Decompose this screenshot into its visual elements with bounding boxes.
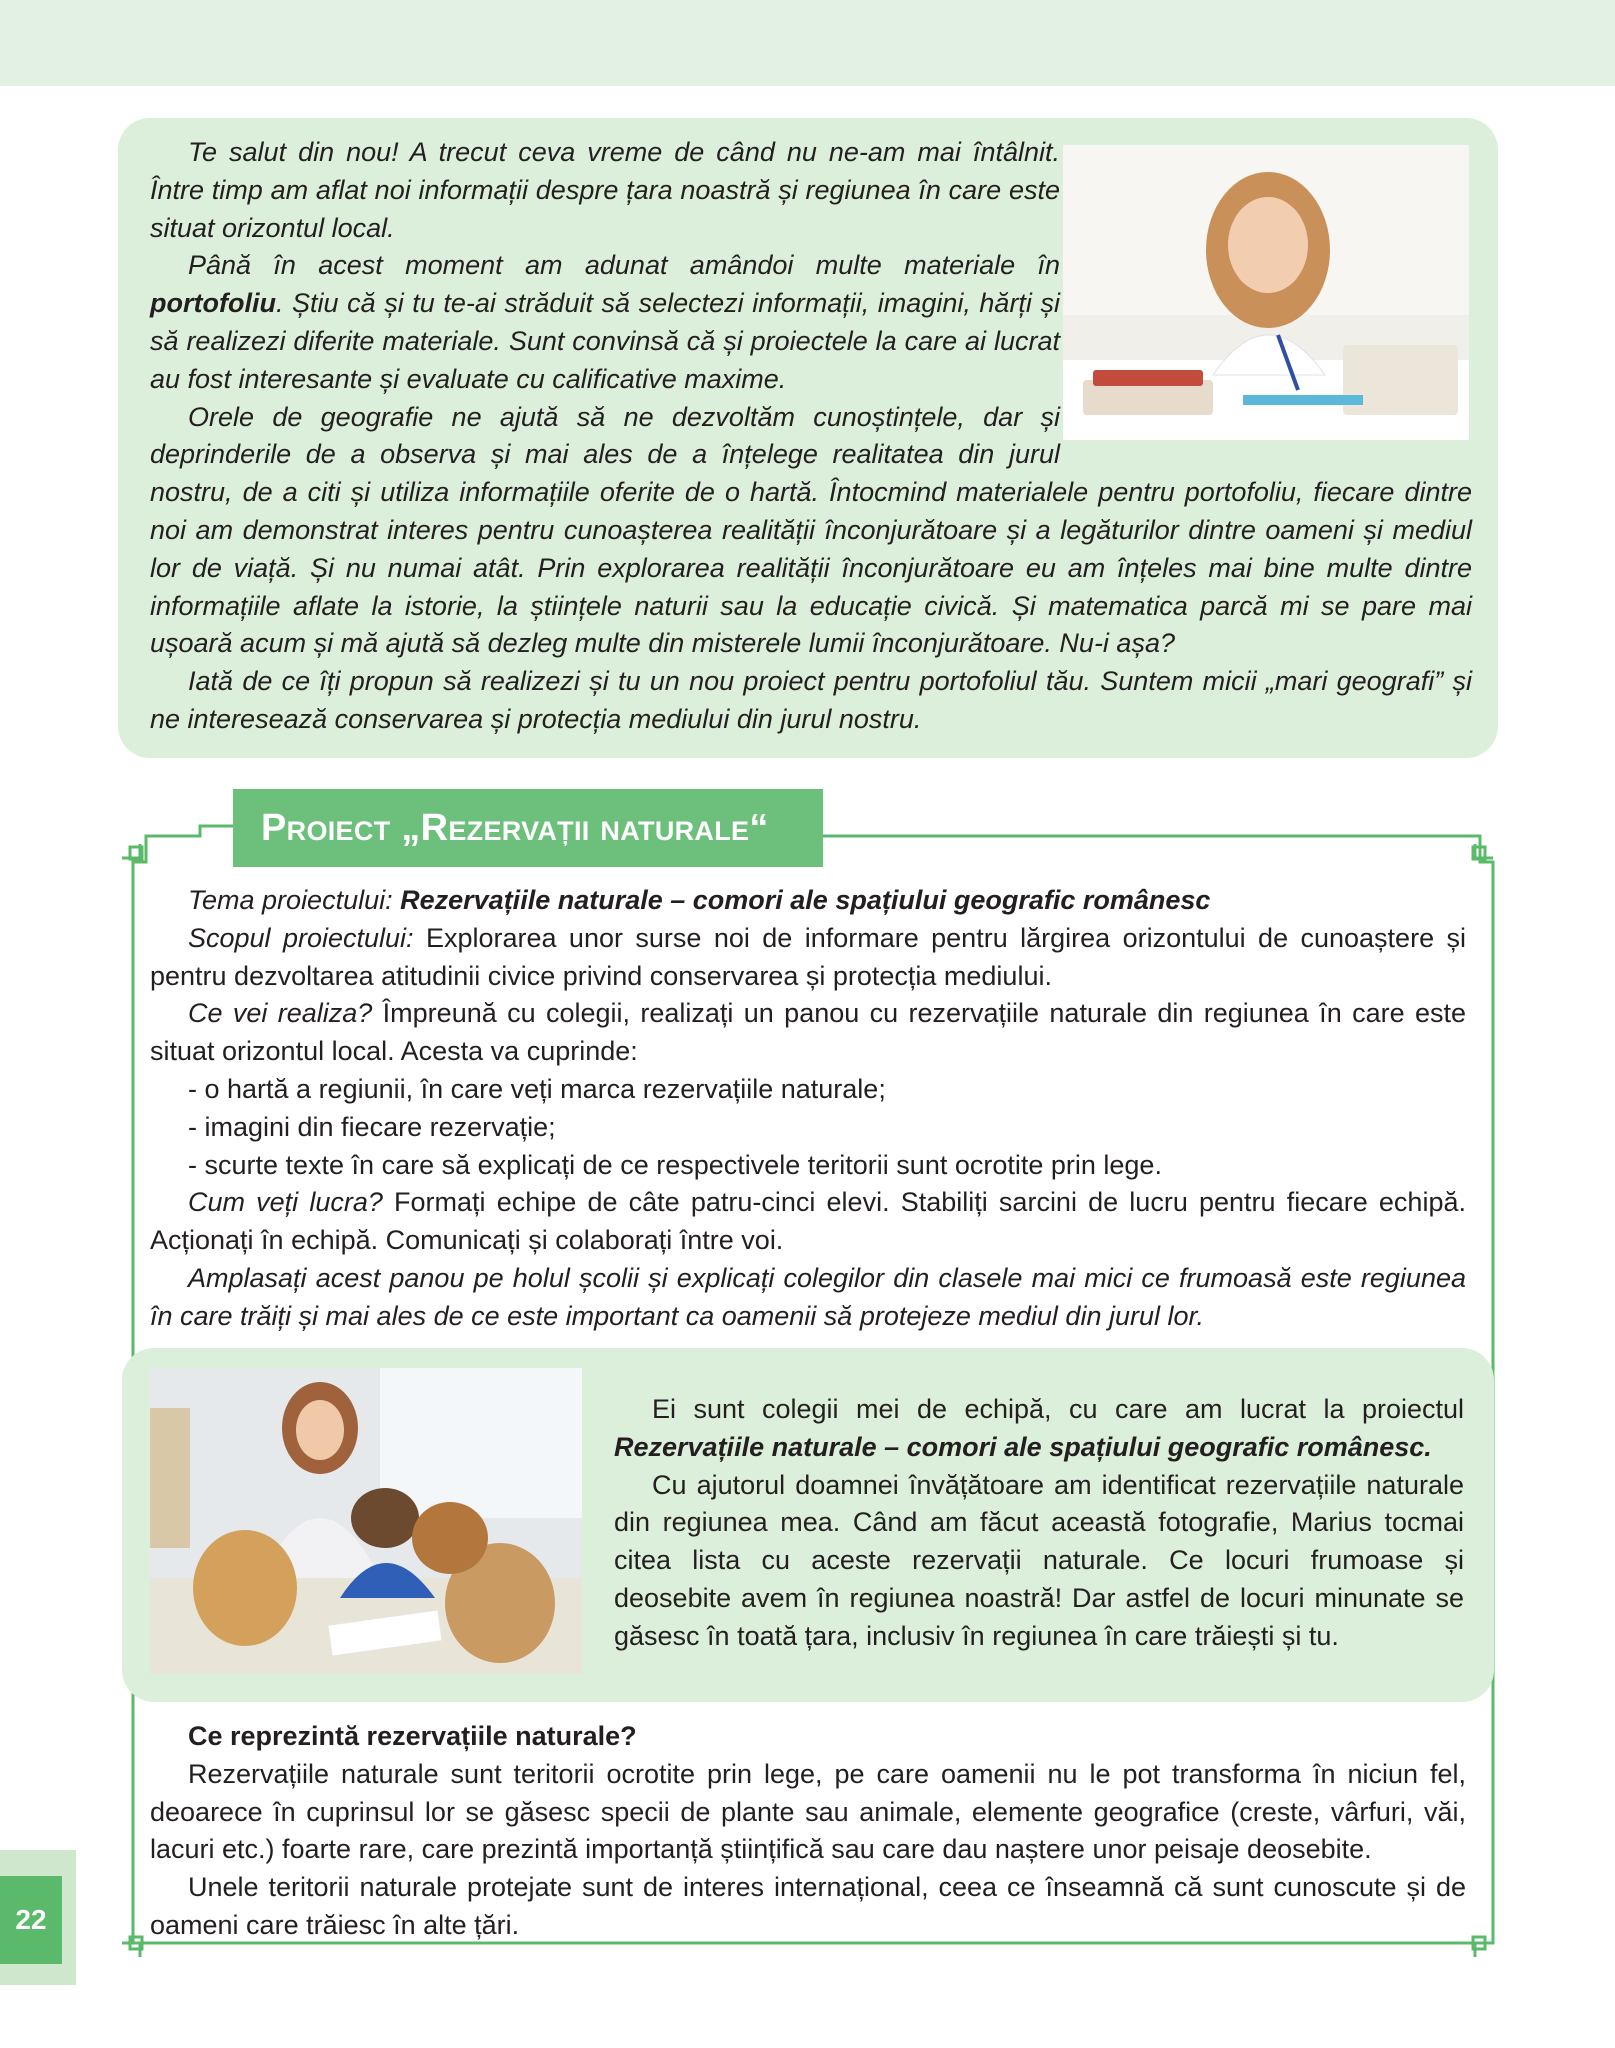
project-list bbox=[150, 1071, 1466, 1184]
project-theme: Tema proiectului: Rezervațiile naturale – comori ale spațiului geografic românesc bbox=[188, 885, 1211, 915]
project-scope: Scopul proiectului: Explorarea unor surse noi de informare pentru lărgirea orizontului de cunoaștere și pentru dezvoltarea atitudinii civice privind conservarea și protecția mediului. bbox=[150, 922, 1466, 991]
project-what: Ce vei realiza? Împreună cu colegii, realizați un panou cu rezervațiile naturale din regiunea în care este situat orizontul local. Acesta va cuprinde: bbox=[150, 998, 1466, 1067]
project-closing: Amplasați acest panou pe holul școlii și explicați colegilor din clasele mai mici ce frumoasă este regiunea în care trăiți și mai ales de ce este important ca oamenii să protejeze mediul din jurul lor. bbox=[150, 1262, 1466, 1331]
team-text bbox=[614, 1391, 1464, 1656]
intro-paragraph: Te salut din nou! A trecut ceva vreme de când nu ne-am mai întâlnit. Între timp am aflat noi informații despre țara noastră și regiunea în care este situat orizontul local. bbox=[150, 137, 1060, 243]
team-paragraph: Ei sunt colegii mei de echipă, cu care am lucrat la proiectul Rezervațiile naturale – comori ale spațiului geografic românesc. bbox=[614, 1394, 1464, 1462]
intro-paragraph: Până în acest moment am adunat amândoi multe materiale în portofoliu. Știu că și tu te-ai străduit să selectezi informații, imagini, hărți și să realizezi diferite materiale. Sunt convinsă că și proiectele la care ai lucrat au fost interesante și evaluate cu calificative maxime. bbox=[150, 250, 1060, 394]
definition-paragraph: Rezervațiile naturale sunt teritorii ocrotite prin lege, pe care oamenii nu le pot transforma în niciun fel, deoarece în cuprinsul lor se găsesc specii de plante sau animale, elemente geografice (creste, vârfuri, văi, lacuri etc.) foarte rare, care prezintă importanță științifică sau care dau naștere unor peisaje deosebite. bbox=[150, 1758, 1466, 1865]
list-item: - imagini din fiecare rezervație; bbox=[188, 1111, 556, 1142]
definition-paragraph: Unele teritorii naturale protejate sunt de interes internațional, ceea ce înseamnă că sunt cunoscute și de oameni care trăiesc în alte țări. bbox=[150, 1872, 1466, 1940]
intro-paragraph: Orele de geografie ne ajută să ne dezvoltăm cunoștințele, dar și deprinderile de a observa și mai ales de a înțelege realitatea din jurul nostru, de a citi și utiliza informațiile oferite de o hartă. Întocmind materialele pentru portofoliu, fiecare dintre noi am demonstrat interes pentru cunoașterea realității înconjurătoare și a legăturilor dintre oameni și mediul lor de viață. Și nu numai atât. Prin explorarea realității înconjurătoare eu am înțeles mai bine multe dintre informațiile aflate la istorie, la științele naturii sau la educație civică. Și matematica parcă mi se pare mai ușoară acum și mă ajută să dezleg multe din misterele lumii înconjurătoare. Nu-i așa? bbox=[150, 401, 1472, 659]
classroom-illustration bbox=[150, 1368, 582, 1674]
project-title: Proiect „ Rezervații naturale “ bbox=[233, 789, 823, 867]
classroom-photo bbox=[150, 1368, 582, 1674]
definition-heading: Ce reprezintă rezervațiile naturale? bbox=[188, 1721, 637, 1751]
list-item: - o hartă a regiunii, în care veți marca rezervațiile naturale; bbox=[188, 1073, 886, 1104]
project-text bbox=[150, 882, 1466, 1336]
team-paragraph: Cu ajutorul doamnei învățătoare am identificat rezervațiile naturale din regiunea mea. Când am făcut această fotografie, Marius tocmai citea lista cu aceste rezervații naturale. Ce locuri frumoase și deosebite avem în regiunea noastră! Dar astfel de locuri minunate se găsesc în toată țara, inclusiv în regiunea în care trăiești și tu. bbox=[614, 1469, 1464, 1651]
definition-text bbox=[150, 1718, 1466, 1945]
list-item: - scurte texte în care să explicați de ce respectivele teritorii sunt ocrotite prin lege. bbox=[188, 1149, 1162, 1180]
page-number: 22 bbox=[0, 1876, 62, 1964]
intro-paragraph: Iată de ce îți propun să realizezi și tu un nou proiect pentru portofoliul tău. Suntem micii „mari geografi” și ne interesează conservarea și protecția mediului din jurul nostru. bbox=[150, 666, 1472, 734]
project-how: Cum veți lucra? Formați echipe de câte patru-cinci elevi. Stabiliți sarcini de lucru pentru fiecare echipă. Acționați în echipă. Comunicați și colaborați între voi. bbox=[150, 1187, 1466, 1256]
